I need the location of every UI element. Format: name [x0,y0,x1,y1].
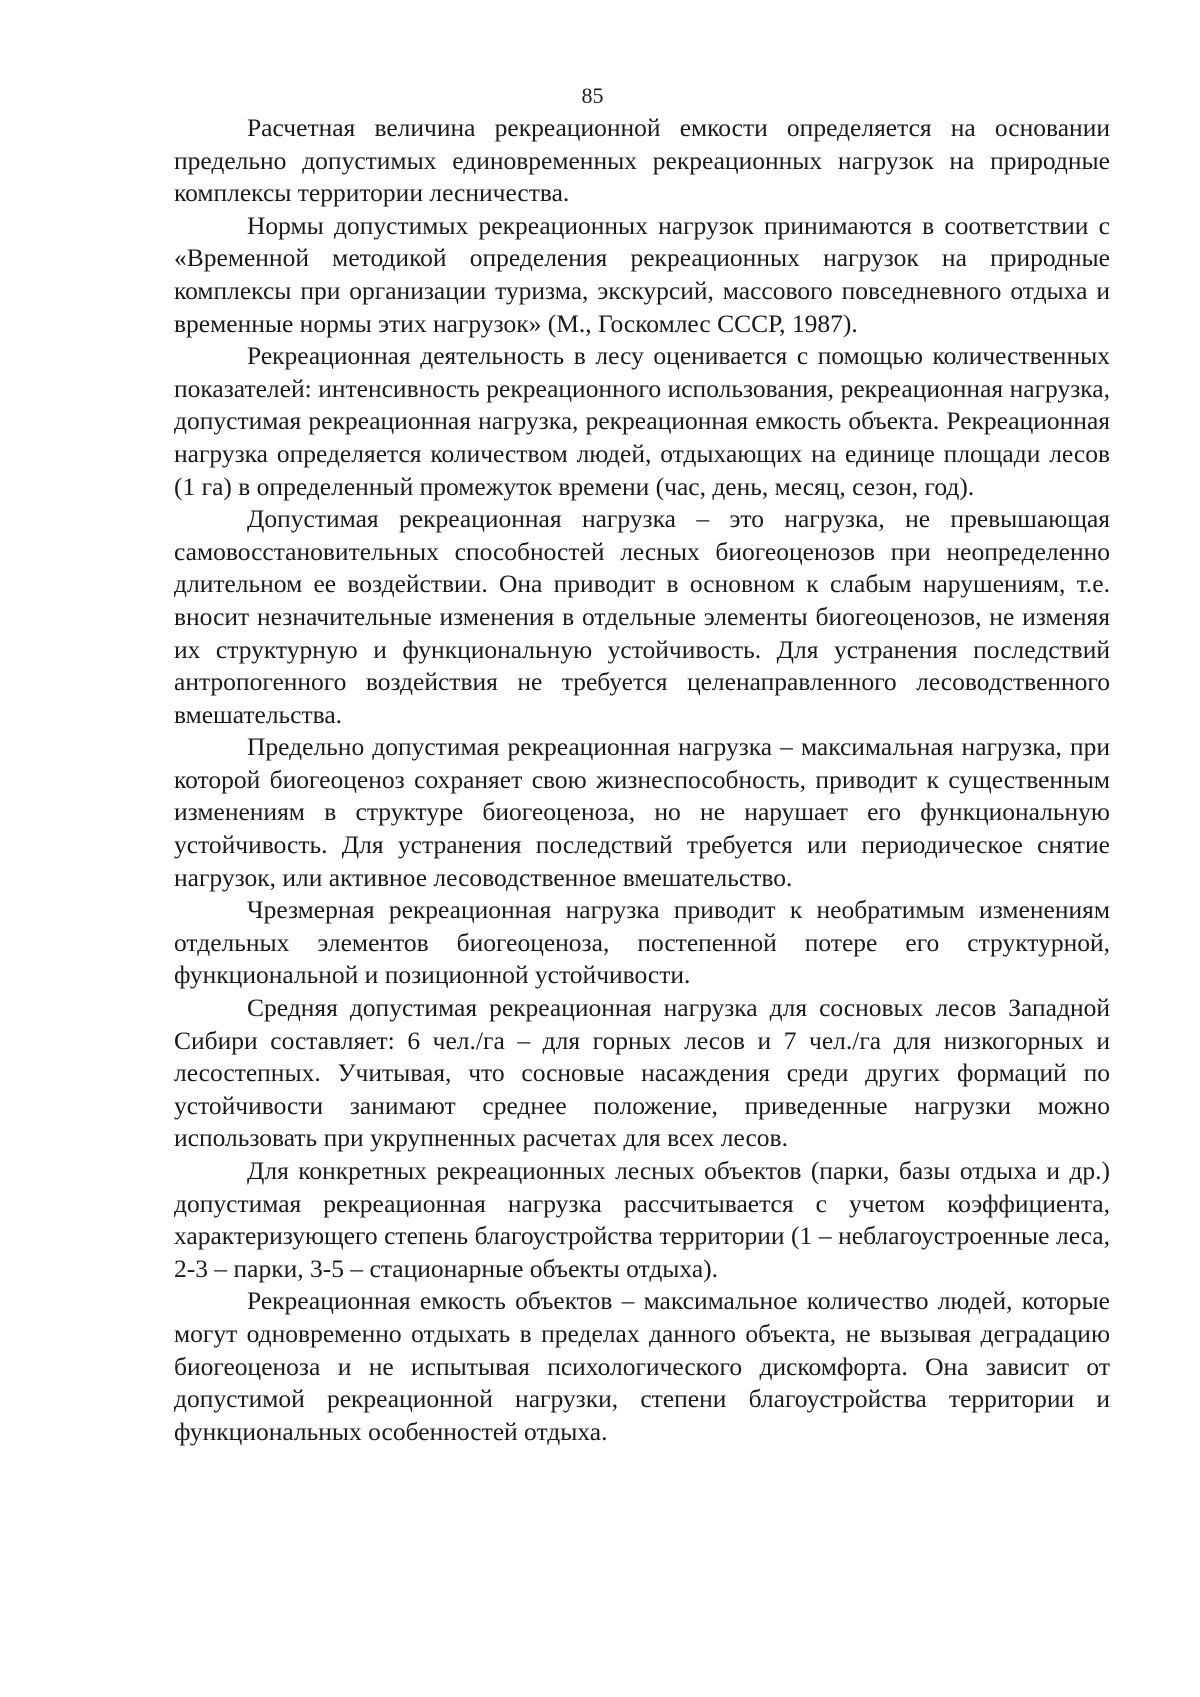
page-number: 85 [581,83,604,108]
paragraph-recreational-capacity-definition: Рекреационная емкость объектов – максимальное количество людей, которые могут одновременно отдыхать в пределах данного объекта, не вызывая деградацию биогеоценоза и не испытывая психологического дискомфорта. Она зависит от допустимой рекреационной нагрузки, степени благоустройства территории и функциональных особенностей отдыха. [174,1286,1110,1446]
paragraph-average-load-siberia: Средняя допустимая рекреационная нагрузка для сосновых лесов Западной Сибири составляет: 6 чел./га – для горных лесов и 7 чел./га для низкогорных и лесостепных. Учитывая, что сосновые насаждения среди других формаций по устойчивости занимают среднее положение, приведенные нагрузки можно использовать при укрупненных расчетах для всех лесов. [174,993,1110,1153]
body-text [174,112,1110,1448]
paragraph-maximum-permissible-load: Предельно допустимая рекреационная нагрузка – максимальная нагрузка, при которой биогеоценоз сохраняет свою жизнеспособность, приводит к существенным изменениям в структуре биогеоценоза, но не нарушает его функциональную устойчивость. Для устранения последствий требуется или периодическое снятие нагрузок, или активное лесоводственное вмешательство. [174,732,1110,892]
paragraph-permissible-load: Допустимая рекреационная нагрузка – это нагрузка, не превышающая самовосстановительных способностей лесных биогеоценозов при неопределенно длительном ее воздействии. Она приводит в основном к слабым нарушениям, т.е. вносит незначительные изменения в отдельные элементы биогеоценозов, не изменяя их структурную и функциональную устойчивость. Для устранения последствий антропогенного воздействия не требуется целенаправленного лесоводственного вмешательства. [174,504,1110,729]
paragraph-recreational-capacity-calculation: Расчетная величина рекреационной емкости определяется на основании предельно допустимых единовременных рекреационных нагрузок на природные комплексы территории лесничества. [174,113,1110,208]
paragraph-load-norms: Нормы допустимых рекреационных нагрузок принимаются в соответствии с «Временной методикой определения рекреационных нагрузок на природные комплексы при организации туризма, экскурсий, массового повседневного отдыха и временные нормы этих нагрузок» (М., Госкомлес СССР, 1987). [174,210,1110,338]
paragraph-recreational-activity: Рекреационная деятельность в лесу оценивается с помощью количественных показателей: интенсивность рекреационного использования, рекреационная нагрузка, допустимая рекреационная нагрузка, рекреационная емкость объекта. Рекреационная нагрузка определяется количеством людей, отдыхающих на единице площади лесов (1 га) в определенный промежуток времени (час, день, месяц, сезон, год). [174,341,1110,501]
paragraph-specific-objects: Для конкретных рекреационных лесных объектов (парки, базы отдыха и др.) допустимая рекреационная нагрузка рассчитывается с учетом коэффициента, характеризующего степень благоустройства территории (1 – неблагоустроенные леса, 2-3 – парки, 3-5 – стационарные объекты отдыха). [174,1156,1110,1283]
paragraph-excessive-load: Чрезмерная рекреационная нагрузка приводит к необратимым изменениям отдельных элементов биогеоценоза, постепенной потере его структурной, функциональной и позиционной устойчивости. [174,895,1110,990]
